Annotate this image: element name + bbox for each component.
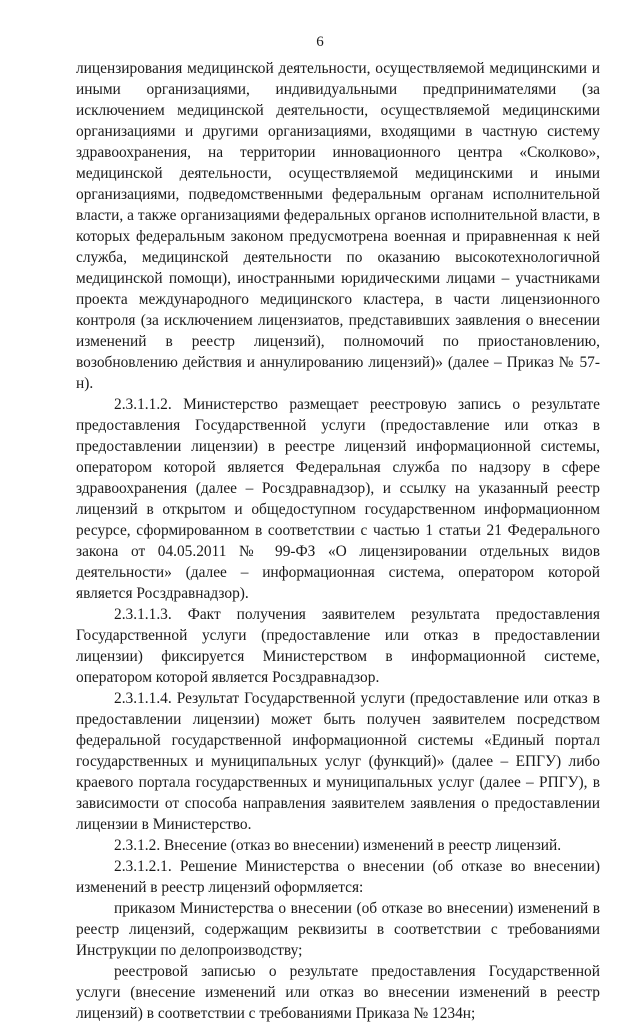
paragraph-2-3-1-2: 2.3.1.2. Внесение (отказ во внесении) изменений в реестр лицензий.	[114, 837, 562, 854]
page-number: 6	[316, 34, 324, 50]
paragraph-order-item: приказом Министерства о внесении (об отказе во внесении) изменений в реестр лицензий, содержащим реквизиты в соответствии с требованиями Инструкции по делопроизводству;	[76, 900, 600, 959]
document-body	[76, 58, 600, 1024]
paragraph-2-3-1-1-2: 2.3.1.1.2. Министерство размещает реестровую запись о результате предоставления Государственной услуги (предоставление или отказ в предоставлении лицензии) в реестре лицензий информационной системы, оператором которой является Федеральная служба по надзору в сфере здравоохранения (далее – Росздравнадзор), и ссылку на указанный реестр лицензий в открытом и общедоступном государственном информационном ресурсе, сформированном в соответствии с частью 1 статьи 21 Федерального закона от 04.05.2011 № 99-ФЗ «О лицензировании отдельных видов деятельности» (далее – информационная система, оператором которой является Росздравнадзор).	[76, 396, 600, 602]
paragraph-2-3-1-1-3: 2.3.1.1.3. Факт получения заявителем результата предоставления Государственной услуги (предоставление или отказ в предоставлении лицензии) фиксируется Министерством в информационной системе, оператором которой является Росздравнадзор.	[76, 606, 600, 686]
paragraph-registry-record-item: реестровой записью о результате предоставления Государственной услуги (внесение изменений или отказ во внесении изменений в реестр лицензий) в соответствии с требованиями Приказа № 1234н;	[76, 963, 600, 1022]
paragraph-2-3-1-2-1: 2.3.1.2.1. Решение Министерства о внесении (об отказе во внесении) изменений в реестр лицензий оформляется:	[76, 858, 600, 896]
paragraph-continuation: лицензирования медицинской деятельности, осуществляемой медицинскими и иными организациями, индивидуальными предпринимателями (за исключением медицинской деятельности, осуществляемой медицинскими организациями и другими организациями, входящими в частную систему здравоохранения, на территории инновационного центра «Сколково», медицинской деятельности, осуществляемой медицинскими и иными организациями, подведомственными федеральным органам исполнительной власти, а также организациями федеральных органов исполнительной власти, в которых федеральным законом предусмотрена военная и приравненная к ней служба, медицинской деятельности по оказанию высокотехнологичной медицинской помощи), иностранными юридическими лицами – участниками проекта международного медицинского кластера, в части лицензионного контроля (за исключением лицензиатов, представивших заявления о внесении изменений в реестр лицензий), полномочий по приостановлению, возобновлению действия и аннулированию лицензий)» (далее – Приказ № 57-н).	[76, 60, 600, 392]
paragraph-2-3-1-1-4: 2.3.1.1.4. Результат Государственной услуги (предоставление или отказ в предоставлении лицензии) может быть получен заявителем посредством федеральной государственной информационной системы «Единый портал государственных и муниципальных услуг (функций)» (далее – ЕПГУ) либо краевого портала государственных и муниципальных услуг (далее – РПГУ), в зависимости от способа направления заявителем заявления о предоставлении лицензии в Министерство.	[76, 690, 600, 833]
